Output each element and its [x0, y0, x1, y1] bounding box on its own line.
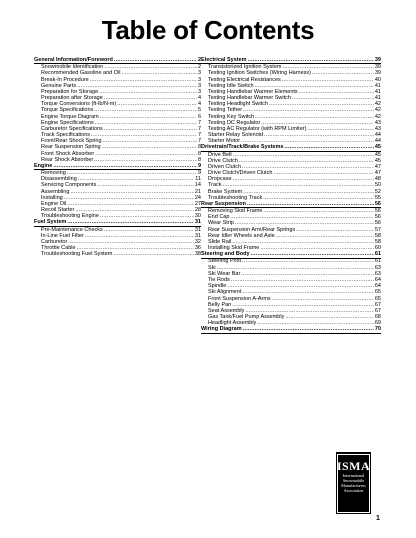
toc-entry-label: Testing Handlebar Warmer Switch: [208, 95, 291, 102]
toc-entry-page: 57: [374, 226, 381, 233]
toc-entry-page: 36: [194, 245, 201, 252]
toc-entry-page: 48: [374, 176, 381, 183]
toc-entry-label: Starter Relay Solenoid: [208, 132, 264, 139]
toc-leader-dots: [53, 163, 197, 169]
toc-entry-label: Steering and Body: [201, 251, 250, 258]
toc-entry-label: Rear Suspension: [201, 200, 246, 207]
logo-name: ISMA: [336, 459, 371, 473]
toc-entry-label: Pre-Maintenance Checks: [41, 226, 103, 233]
toc-entry-page: 39: [374, 56, 381, 63]
toc-entry-page: 67: [374, 307, 381, 314]
toc-entry-label: Testing DC Regulator: [208, 119, 261, 126]
toc-entry-label: Track Specifications: [41, 132, 91, 139]
toc-entry-label: Torque Specifications: [41, 107, 94, 114]
toc-entry-label: Recommended Gasoline and Oil: [41, 70, 121, 77]
toc-entry-label: General Information/Foreword: [34, 56, 113, 63]
toc-section-entry[interactable]: [201, 57, 381, 64]
toc-entry-label: Troubleshooting Track: [208, 194, 263, 201]
logo-line: International: [342, 473, 365, 478]
toc-entry-page: 7: [197, 119, 201, 126]
toc-entry-page: 55: [374, 194, 381, 201]
toc-entry-page: 11: [195, 176, 201, 183]
toc-leader-dots: [285, 144, 374, 150]
isma-logo-frame: [337, 454, 370, 513]
toc-entry-label: Drive Belt: [208, 151, 232, 158]
toc-entry-page: 8: [197, 144, 201, 151]
toc-entry-label: In-Line Fuel Filter: [41, 232, 84, 239]
toc-entry-page: 21: [194, 188, 201, 195]
toc-entry-label: Snowmobile Identification: [41, 64, 104, 71]
toc-entry-label: Carburetor Specifications: [41, 125, 103, 132]
toc-leader-dots: [114, 57, 197, 63]
toc-entry-label: Installing: [41, 194, 63, 201]
toc-entry-page: 31: [194, 219, 201, 226]
toc-entry-label: Front/Rear Shock Spring: [41, 138, 102, 145]
toc-section-entry[interactable]: [34, 57, 201, 64]
toc-entry-page: 27: [194, 200, 201, 207]
toc-entry-label: Testing AC Regulator (with RPM Limiter): [208, 125, 307, 132]
toc-leader-dots: [113, 251, 194, 257]
toc-entry-label: Slide Rail: [208, 238, 232, 245]
toc-entry-page: 68: [374, 314, 381, 321]
toc-entry-label: Ski Alignment: [208, 289, 242, 296]
toc-entry-page: 44: [374, 138, 381, 145]
toc-section-entry[interactable]: [201, 201, 381, 208]
toc-entry-page: 42: [374, 101, 381, 108]
toc-entry-page: 61: [374, 258, 381, 265]
toc-entry-page: 56: [374, 200, 381, 207]
toc-entry-page: 58: [374, 232, 381, 239]
toc-entry-page: 7: [197, 138, 201, 145]
toc-section-entry[interactable]: [201, 144, 381, 151]
toc-entry-page: 2: [197, 56, 201, 63]
toc-entry-label: Wiring Diagram: [201, 326, 242, 333]
toc-entry-page: 39: [374, 64, 381, 71]
toc-entry-page: 58: [374, 238, 381, 245]
toc-entry-label: Recoil Starter: [41, 207, 75, 214]
toc-entry-label: Removing Skid Frame: [208, 208, 263, 215]
toc-entry-label: Ski: [208, 264, 216, 271]
toc-section-entry[interactable]: [34, 219, 201, 226]
toc-entry-label: Disassembling: [41, 176, 77, 183]
toc-entry-label: Carburetor: [41, 238, 68, 245]
toc-entry-label: Rear Shock Absorber: [41, 156, 94, 163]
toc-leader-dots: [243, 326, 374, 332]
toc-entry-page: 63: [374, 264, 381, 271]
toc-entry-label: Headlight Assembly: [208, 320, 257, 327]
toc-entry-page: 43: [374, 119, 381, 126]
toc-entry-page: 65: [374, 289, 381, 296]
toc-entry-page: 52: [374, 188, 381, 195]
page-number: 1: [376, 515, 380, 522]
toc-entry-label: Genuine Parts: [41, 82, 77, 89]
toc-entry-page: 31: [194, 226, 201, 233]
toc-entry-page: 31: [194, 232, 201, 239]
toc-entry-label: Preparation for Storage: [41, 88, 99, 95]
toc-entry-label: Tie Rods: [208, 277, 230, 283]
toc-entry-page: 67: [374, 301, 381, 308]
toc-entry-page: 3: [197, 88, 201, 95]
toc-entry-page: 3: [197, 82, 201, 89]
toc-entry-page: 56: [374, 208, 381, 215]
toc-entry-page: 40: [374, 76, 381, 83]
toc-entry-label: Testing Tether: [208, 107, 243, 114]
toc-entry-label: Assembling: [41, 188, 70, 195]
toc-entry-page: 8: [197, 150, 201, 157]
toc-entry-label: Torque Conversions (ft-lb/N-m): [41, 101, 117, 108]
toc-entry-label: Rear Suspension Spring: [41, 144, 101, 151]
toc-entry-label: End Cap: [208, 214, 230, 221]
toc-entry-page: 6: [197, 113, 201, 120]
toc-entry-label: Testing Headlight Switch: [208, 101, 268, 108]
toc-entry-page: 70: [374, 326, 381, 333]
toc-entry-page: 65: [374, 295, 381, 302]
toc-entry-page: 41: [374, 88, 381, 95]
toc-entry-page: 8: [197, 156, 201, 163]
toc-entry-page: 9: [197, 170, 201, 177]
toc-entry-page: 60: [374, 245, 381, 252]
toc-entry-page: 64: [374, 277, 381, 283]
toc-entry-label: Brake System: [208, 188, 243, 195]
page-title: Table of Contents: [101, 15, 315, 45]
toc-entry-label: Spindle: [208, 283, 227, 290]
toc-entry-page: 4: [197, 95, 201, 102]
toc-entry-label: Steering Post: [208, 258, 242, 265]
toc-leader-dots: [67, 219, 193, 225]
toc-entry-label: Electrical System: [201, 56, 247, 63]
toc-entry-label: Testing Key Switch: [208, 113, 255, 120]
toc-entry-label: Engine Oil: [41, 200, 67, 207]
toc-entry-label: Ski Wear Bar: [208, 270, 241, 277]
toc-entry-page: 5: [197, 107, 201, 114]
toc-entry-label: Engine Torque Diagram: [41, 113, 99, 120]
toc-entry[interactable]: [34, 251, 201, 257]
toc-entry-label: Testing Ignition Switches (Wiring Harness): [208, 70, 312, 77]
toc-entry-label: Drive Clutch/Driven Clutch: [208, 170, 273, 177]
toc-entry-page: 24: [194, 194, 201, 201]
toc-entry-page: 47: [374, 163, 381, 170]
toc-entry-page: 2: [197, 64, 201, 71]
toc-entry-label: Installing Skid Frame: [208, 245, 260, 252]
toc-entry-page: 50: [374, 182, 381, 189]
toc-entry-label: Fuel System: [34, 219, 67, 226]
toc-entry-page: 42: [374, 107, 381, 114]
toc-entry-page: 7: [197, 125, 201, 132]
toc-entry-page: 4: [197, 101, 201, 108]
toc-entry-label: Engine: [34, 162, 53, 169]
toc-entry-label: Break-In Procedure: [41, 76, 89, 83]
toc-leader-dots: [248, 57, 374, 63]
toc-entry-page: 64: [374, 283, 381, 290]
toc-entry-page: 47: [374, 170, 381, 177]
toc-entry-page: 45: [374, 144, 381, 151]
toc-entry-label: Belly Pan: [208, 301, 232, 308]
toc-entry-label: Rear Idler Wheels and Axle: [208, 232, 275, 239]
toc-entry-page: 9: [197, 162, 201, 169]
toc-entry-label: Troubleshooting Fuel System: [41, 251, 113, 258]
toc-entry-page: 42: [374, 113, 381, 120]
toc-left-column: [34, 57, 201, 258]
toc-entry-page: 63: [374, 270, 381, 277]
toc-section-entry[interactable]: [34, 163, 201, 170]
toc-section-entry[interactable]: [201, 326, 381, 333]
toc-entry-label: Front Suspension A-Arms: [208, 295, 271, 302]
logo-line: Association: [343, 487, 364, 493]
toc-entry-page: 38: [194, 251, 201, 258]
toc-entry-label: Testing Idle Switch: [208, 82, 254, 89]
toc-entry-page: 43: [374, 125, 381, 132]
toc-leader-dots: [251, 251, 374, 257]
toc-entry-page: 7: [197, 132, 201, 139]
toc-entry-label: Rear Suspension Arm/Rear Springs: [208, 226, 296, 233]
toc-entry-page: 69: [374, 320, 381, 327]
toc-entry-label: Wear Strip: [208, 220, 234, 227]
toc-entry-page: 44: [374, 132, 381, 139]
toc-entry-page: 41: [374, 82, 381, 89]
toc-entry-page: 28: [194, 207, 201, 214]
toc-entry-label: Troubleshooting Engine: [41, 213, 99, 220]
toc-entry-page: 14: [194, 182, 201, 189]
toc-entry-page: 32: [194, 238, 201, 245]
toc-entry-label: Dropcase: [208, 176, 232, 183]
toc-entry-label: Starter Motor: [208, 138, 241, 145]
toc-entry-label: Track: [208, 182, 222, 189]
toc-leader-dots: [247, 201, 374, 207]
toc-entry-label: Servicing Components: [41, 182, 97, 189]
logo-line: Manufacturers: [341, 482, 366, 488]
toc-entry-label: Drive Clutch: [208, 157, 238, 164]
toc-entry-page: 61: [374, 251, 381, 258]
toc-entry-label: Seat Assembly: [208, 307, 245, 314]
toc-entry-label: Front Shock Absorber: [41, 150, 95, 157]
toc-right-column: [201, 57, 381, 334]
toc-entry-label: Gas Tank/Fuel Pump Assembly: [208, 314, 285, 321]
toc-entry-page: 30: [194, 213, 201, 220]
toc-entry-page: 3: [197, 70, 201, 77]
logo-line: Snowmobile: [342, 477, 365, 483]
toc-entry-page: 56: [374, 214, 381, 221]
toc-entry-page: 3: [197, 76, 201, 83]
toc-entry-label: Transistorized Ignition System: [208, 64, 282, 71]
toc-entry-page: 56: [374, 220, 381, 227]
toc-entry-page: 45: [374, 151, 381, 158]
toc-entry-label: Engine Specifications: [41, 119, 94, 126]
toc-entry-label: Preparation after Storage: [41, 95, 103, 102]
toc-entry-label: Removing: [41, 170, 66, 177]
toc-section-entry[interactable]: [201, 251, 381, 258]
toc-entry-label: Driven Clutch: [208, 163, 242, 170]
toc-entry-label: Testing Electrical Resistances: [208, 76, 281, 83]
toc-entry-label: Drivetrain/Track/Brake Systems: [201, 144, 284, 151]
toc-entry-page: 45: [374, 157, 381, 164]
toc-entry-page: 41: [374, 95, 381, 102]
toc-entry-page: 39: [374, 70, 381, 77]
toc-entry-label: Throttle Cable: [41, 245, 76, 252]
toc-entry-label: Testing Handlebar Warmer Elements: [208, 88, 298, 95]
isma-logo: [336, 452, 371, 514]
